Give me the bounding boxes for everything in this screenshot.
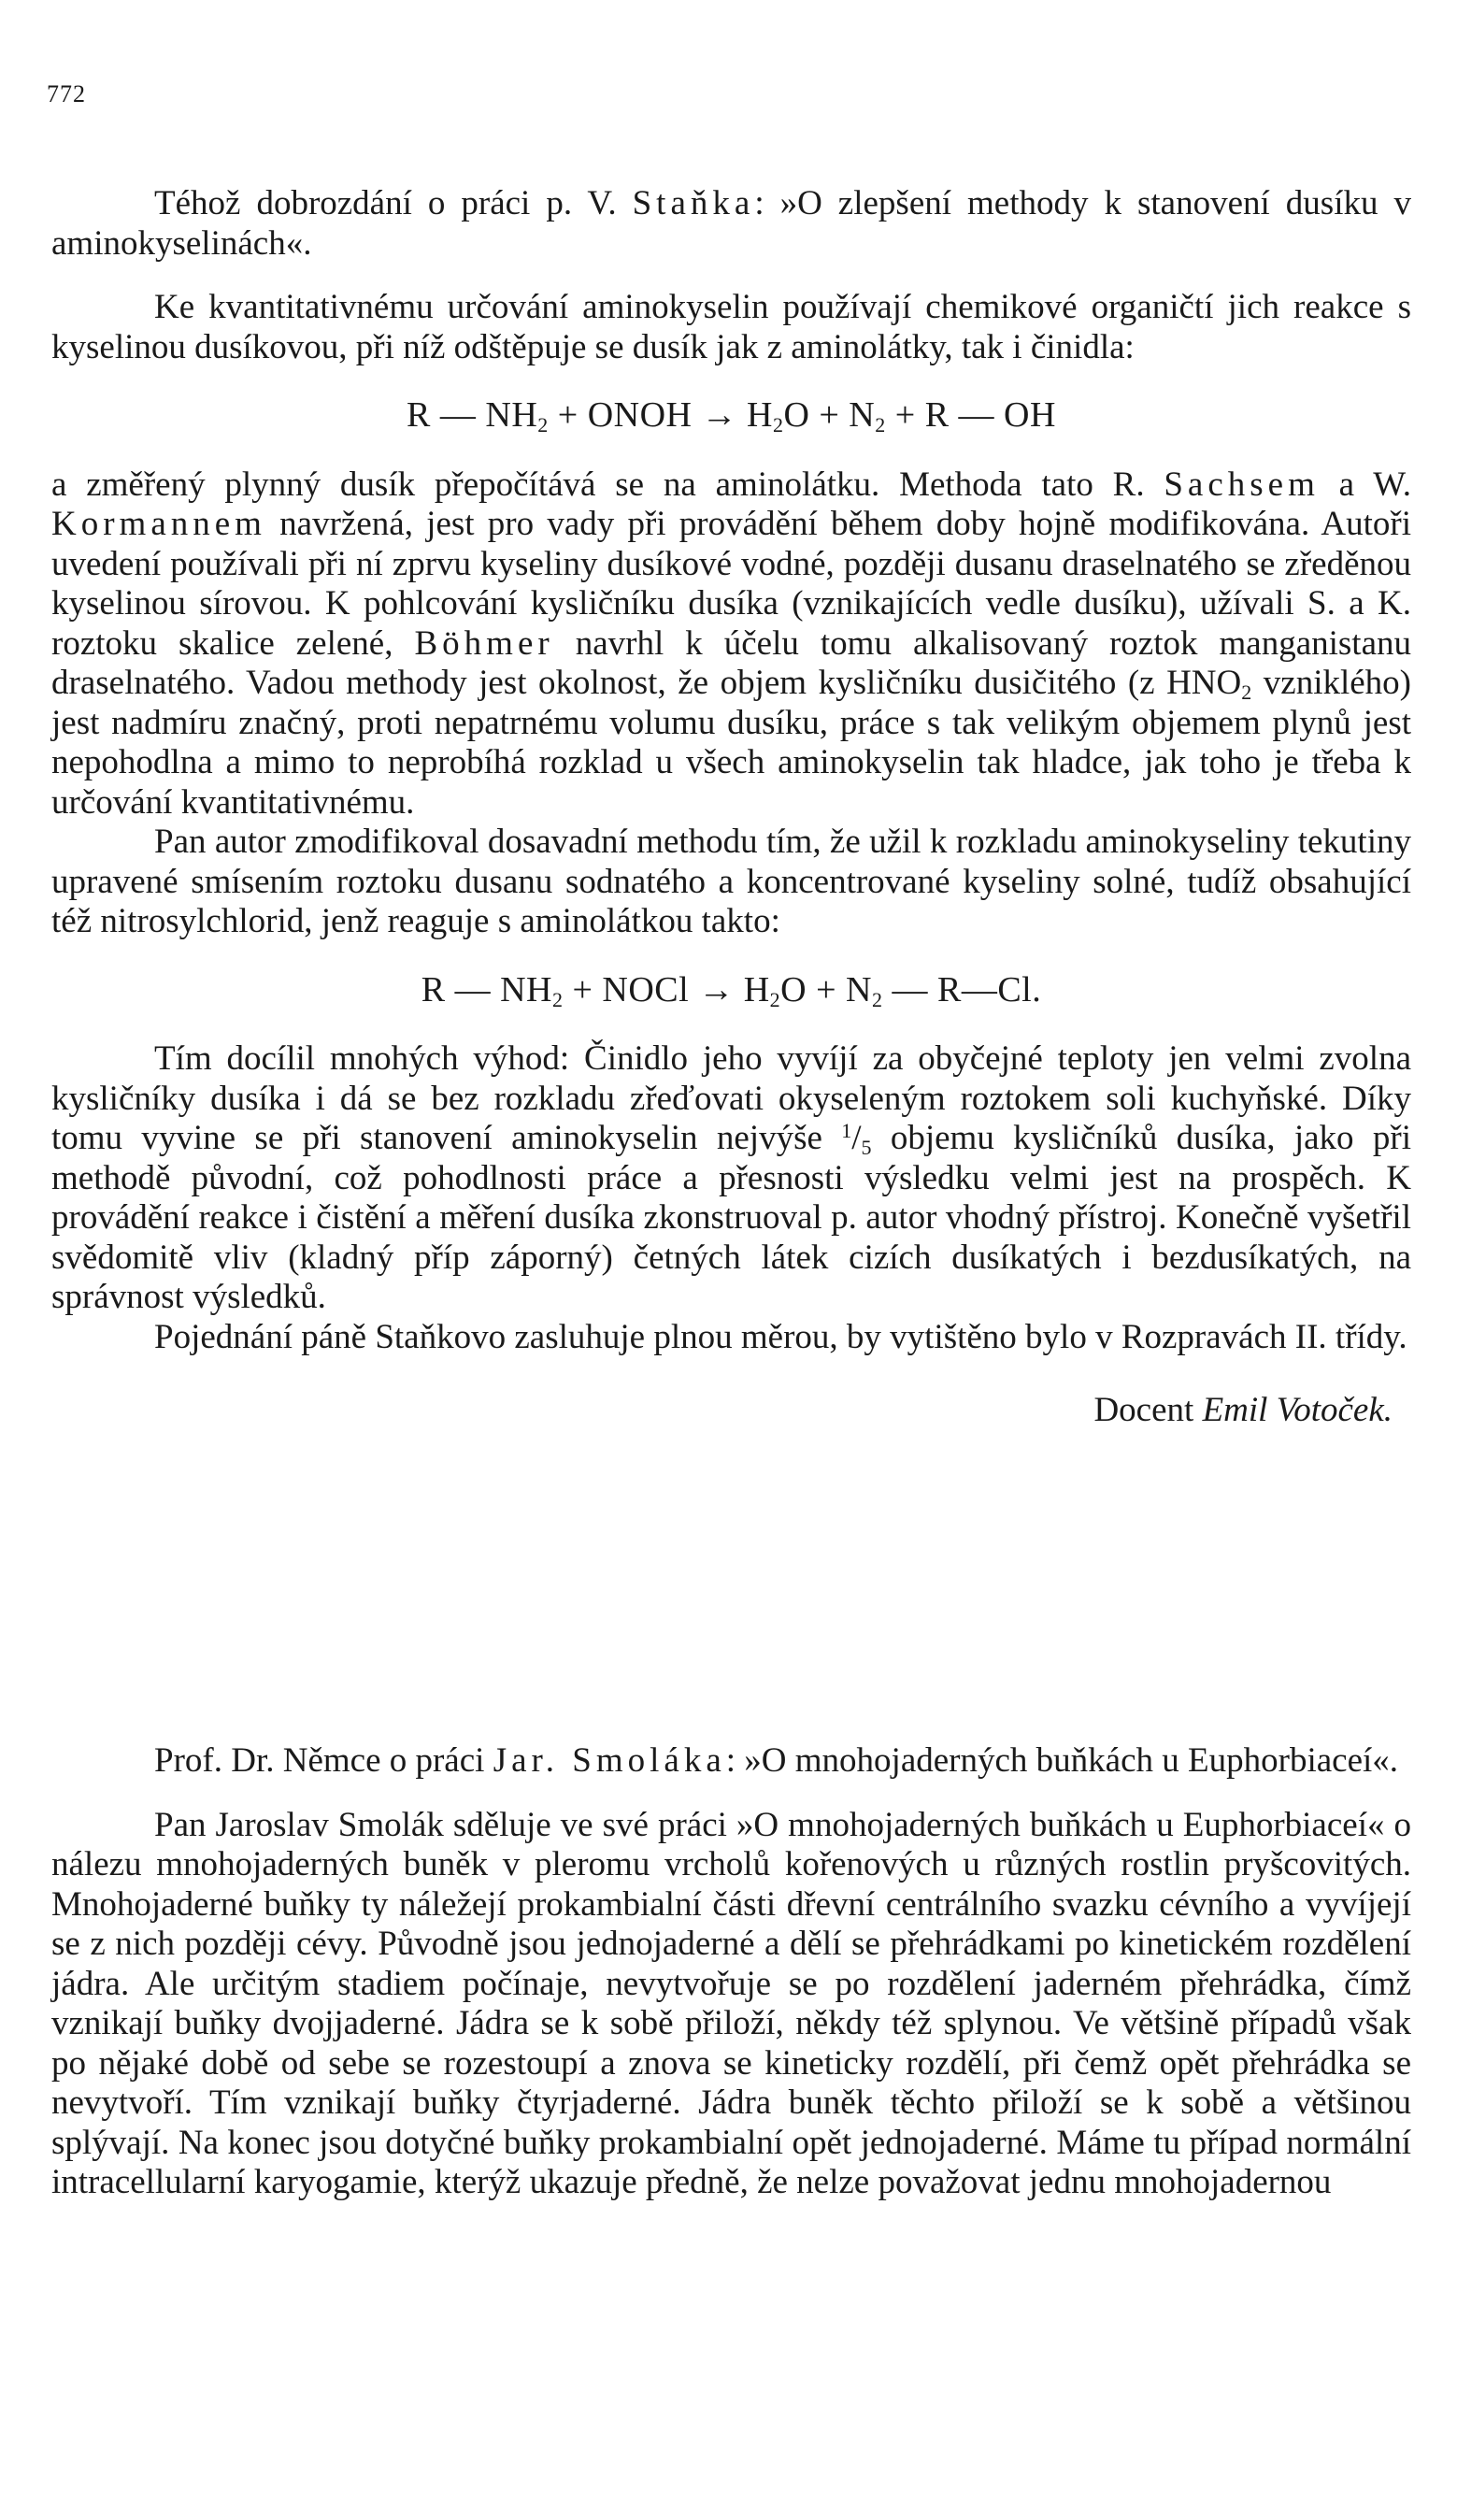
subscript: 2: [769, 987, 781, 1011]
author-kormann: Kormannem: [51, 505, 266, 543]
signature-title: Docent: [1093, 1391, 1203, 1429]
heading-prefix: Prof. Dr. Němce o práci: [154, 1741, 493, 1780]
formula-part: H: [734, 969, 770, 1009]
heading-title: : »O mnohojaderných buňkách u Euphorbiaceí«.: [725, 1741, 1399, 1780]
signature-name: Emil Votoček.: [1202, 1391, 1393, 1429]
heading-author: Staňka: [632, 184, 755, 222]
heading-author: Jar. Smoláka: [493, 1741, 726, 1780]
formula-part: + ONOH: [548, 395, 702, 435]
fraction-denominator: 5: [861, 1136, 872, 1159]
heading-title: : »O zlepšení methody k stanovení dusíku v aminokyselinách«.: [51, 184, 1411, 263]
formula-part: H: [736, 395, 773, 435]
formula-part: + R — OH: [885, 395, 1056, 435]
report2-paragraph-1: Pan Jaroslav Smolák sděluje ve své práci »O mnohojaderných buňkách u Euphorbiaceí« o nálezu mnohojaderných buněk v pleromu vrcholů kořenových u různých rostlin pryšcovitých. Mnohojaderné buňky ty náležejí prokambialní části dřevní centrálního svazku cévního a vyvíjejí se z nich později cévy. Původně jsou jednojaderné a dělí se přehrádkami po kinetickém rozdělení jádra. Ale určitým stadiem počínaje, nevytvořuje se po rozdělení jaderném přehrádka, čímž vznikají buňky dvojjaderné. Jádra se k sobě přiloží, někdy též splynou. Ve většině případů však po nějaké době od sebe se rozestoupí a znova se kineticky rozdělí, při čemž opět přehrádka se nevytvoří. Tím vznikají buňky čtyrjaderné. Jádra buněk těchto přiloží se k sobě a většinou splývají. Na konec jsou dotyčné buňky prokambialní opět jednojaderné. Máme tu případ normální intracellularní karyogamie, kterýž ukazuje předně, že nelze považovat jednu mnohojadernou: [51, 1805, 1411, 2201]
report1-paragraph-5: Pojednání páně Staňkovo zasluhuje plnou měrou, by vytištěno bylo v Rozpravách II. třídy.: [154, 1317, 1407, 1356]
heading-prefix: Téhož dobrozdání o práci p. V.: [154, 184, 633, 222]
fraction-numerator: 1: [841, 1119, 852, 1142]
report-votocek: [51, 184, 1411, 1431]
report2-heading: [51, 1741, 1411, 1782]
formula-part: + NOCl: [563, 969, 699, 1009]
subscript: 2: [871, 987, 883, 1011]
text: a změřený plynný dusík přepočítává se na aminolátku. Methoda tato R.: [51, 465, 1164, 504]
text: vzniklého) jest nadmíru značný, proti nepatrnému volumu dusíku, práce s tak velikým objemem plynů jest nepohodlna a mimo to neprobíhá rozklad u všech aminokyselin tak hladce, jak toho je třeba k určování kvantitativnému.: [51, 664, 1412, 822]
arrow-icon: →: [698, 969, 735, 1009]
text: navržená, jest pro vady při provádění během doby hojně modifikována. Autoři uvedení používali při ní zprvu kyseliny dusíkové vodné, později dusanu draselnatého se zředěnou kyselinou sírovou. K pohlcování kysličníku dusíka (vznikajících vedle dusíku), užívali S. a K. roztoku skalice zelené,: [51, 505, 1411, 663]
text: a W.: [1319, 465, 1411, 504]
arrow-icon: →: [701, 395, 737, 435]
report1-paragraph-4: Tím docílil mnohých výhod: Činidlo jeho vyvíjí za obyčejné teploty jen velmi zvolna kysličníky dusíka i dá se bez rozkladu zřeďovati okyseleným roztokem soli kuchyňské. Díky tomu vyvine se při stanovení aminokyselin nejvýše $^1/_5$ objemu kysličníků dusíka, jako při methodě původní, což pohodlnosti práce a přesnosti výsledku velmi jest na prospěch. K provádění reakce i čistění a měření dusíka zkonstruoval p. autor vhodný přístroj. Konečně vyšetřil svědomitě vliv (kladný příp záporný) četných látek cizích dusíkatých i bezdusíkatých, na správnost výsledků.: [51, 1039, 1411, 1316]
report1-paragraph-3: Pan autor zmodifikoval dosavadní methodu tím, že užil k rozkladu aminokyseliny tekutiny upravené smísením roztoku dusanu sodnatého a koncentrované kyseliny solné, tudíž obsahující též nitrosylchlorid, jenž reaguje s aminolátkou takto:: [51, 823, 1411, 940]
subscript: 2: [1241, 680, 1252, 704]
formula-part: R — NH: [421, 969, 552, 1009]
formula-nocl: [51, 970, 1411, 1010]
text: objemu kysličníků dusíka, jako při methodě původní, což pohodlnosti práce a přesnosti výsledku velmi jest na prospěch. K provádění reakce i čistění a měření dusíka zkonstruoval p. autor vhodný přístroj. Konečně vyšetřil svědomitě vliv (kladný příp záporný) četných látek cizích dusíkatých i bezdusíkatých, na správnost výsledků.: [51, 1119, 1411, 1316]
formula-part: — R—Cl.: [882, 969, 1042, 1009]
report1-heading: [51, 184, 1411, 264]
subscript: 2: [875, 413, 886, 437]
subscript: 2: [537, 413, 549, 437]
text: Tím docílil mnohých výhod: Činidlo jeho vyvíjí za obyčejné teploty jen velmi zvolna kysličníky dusíka i dá se bez rozkladu zřeďovati okyseleným roztokem soli kuchyňské. Díky tomu vyvine se při stanovení aminokyselin nejvýše: [51, 1039, 1411, 1157]
text: navrhl k účelu tomu alkalisovaný roztok manganistanu draselnatého. Vadou methody jest okolnost, že objem kysličníku dusičitého (z HNO: [51, 623, 1411, 702]
formula-onoh: [51, 395, 1411, 436]
author-bohmer: Böhmer: [414, 623, 554, 663]
author-sachs: Sachsem: [1164, 465, 1320, 504]
signature: [51, 1391, 1411, 1431]
formula-part: R — NH: [407, 395, 538, 435]
formula-part: O + N: [783, 395, 876, 435]
subscript: 2: [772, 413, 784, 437]
subscript: 2: [551, 987, 564, 1011]
report-nemec: [51, 1741, 1411, 2203]
formula-part: O + N: [780, 969, 872, 1009]
report1-paragraph-1: Ke kvantitativnému určování aminokyselin používají chemikové organičtí jich reakce s kyselinou dusíkovou, při níž odštěpuje se dusík jak z aminolátky, tak i činidla:: [51, 288, 1411, 366]
page-number: 772: [47, 80, 86, 107]
report1-paragraph-2: [51, 465, 1411, 823]
